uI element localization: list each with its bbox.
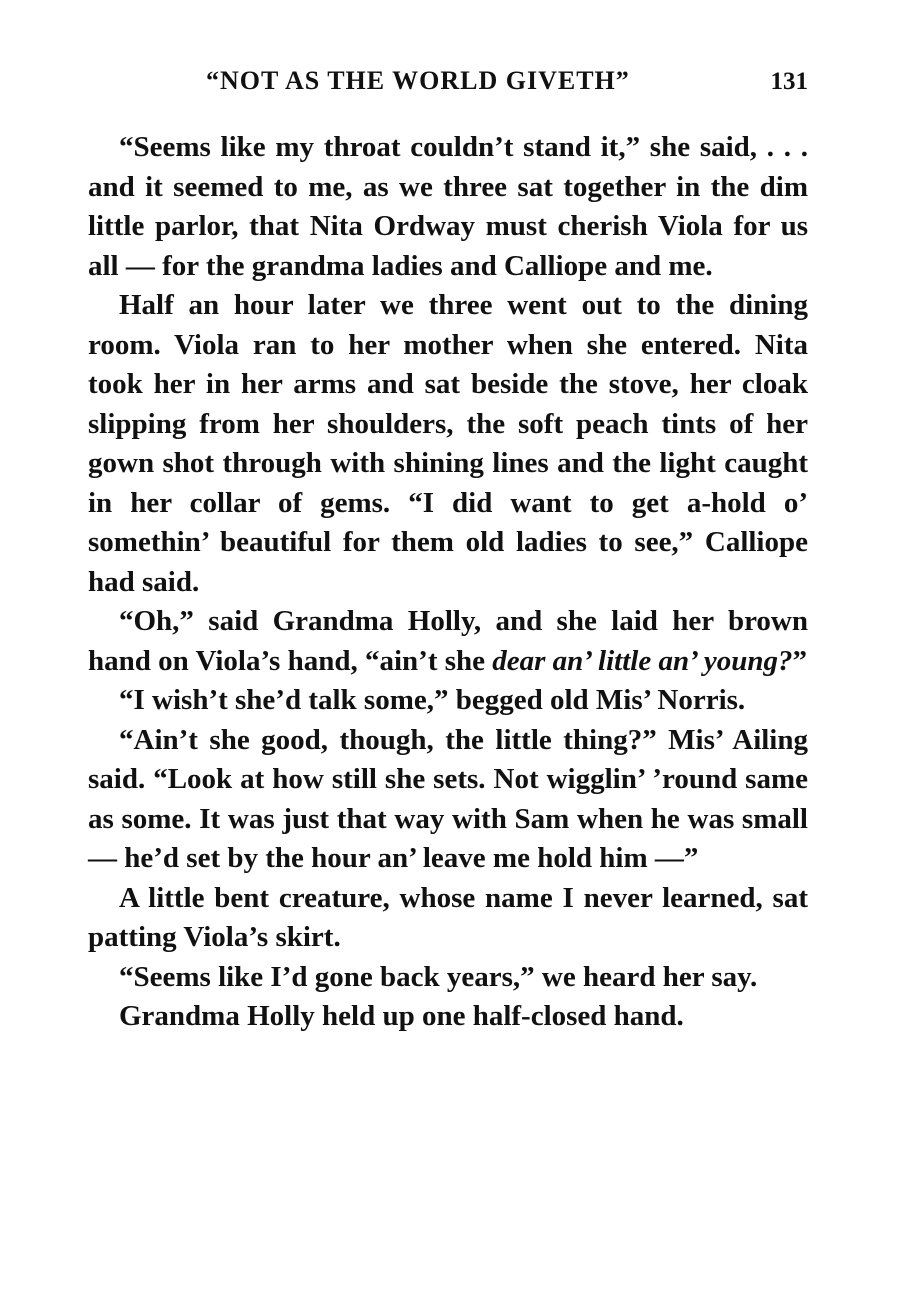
paragraph-gone-back-years: “Seems like I’d gone back years,” we heard her say. [119,960,758,993]
paragraph-throat: “Seems like my throat couldn’t stand it,” she said, . . . and it seemed to me, as we three sat together in the dim little parlor, that Nita Ordway must cherish Viola for us all — for the grandma ladies and Calliope and me. [88,131,808,282]
closing-quote: ” [792,644,807,677]
paragraph-dining-room: Half an hour later we three went out to the dining room. Viola ran to her mother when she entered. Nita took her in her arms and sat beside the stove, her cloak slipping from her shoulders, the soft peach tints of her gown shot through with shining lines and the light caught in her collar of gems. “I did want to get a-hold o’ somethin’ beautiful for them old ladies to see,” Calliope had said. [88,289,808,598]
paragraph-bent-creature: A little bent creature, whose name I never learned, sat patting Viola’s skirt. [88,881,808,953]
page-number: 131 [770,68,808,95]
paragraph-half-closed-hand: Grandma Holly held up one half-closed hand. [119,1000,684,1032]
chapter-running-title: “NOT AS THE WORLD GIVETH” [206,66,630,95]
paragraph-grandma-holly-text: “Oh,” said Grandma Holly, and she laid her brown hand on Viola’s hand, “ain’t she [88,605,808,677]
paragraph-grandma-holly-speaks [88,602,808,681]
paragraph-mis-norris: “I wish’t she’d talk some,” begged old Mis’ Norris. [119,684,746,716]
body-text [88,128,808,1037]
running-head [88,66,808,102]
paragraph-mis-ailing: “Ain’t she good, though, the little thing?” Mis’ Ailing said. “Look at how still she sets. Not wigglin’ ’round same as some. It was just that way with Sam when he was small — he’d set by the hour an’ leave me hold him —” [88,723,808,874]
italic-phrase: dear an’ little an’ young? [492,644,793,677]
